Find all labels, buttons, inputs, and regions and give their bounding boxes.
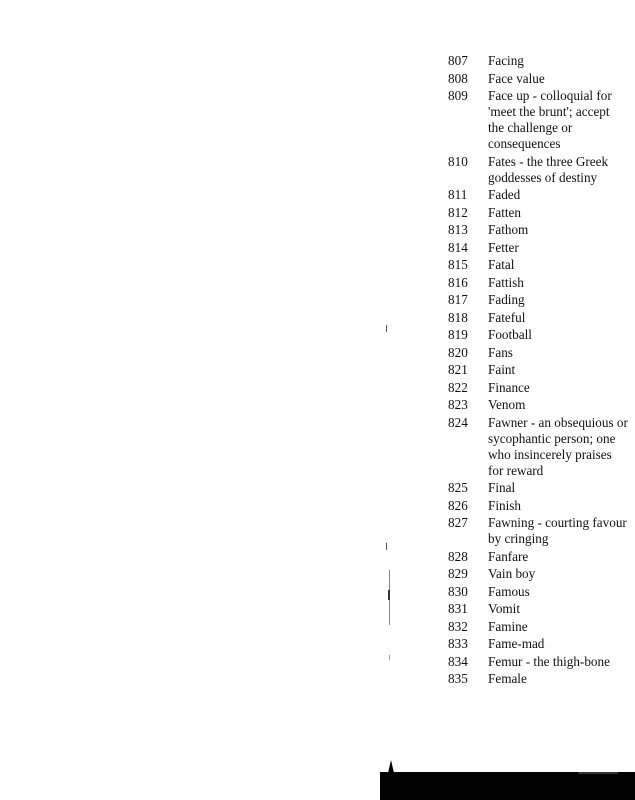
entry-number: 816 <box>448 274 468 290</box>
entry-term: Famine <box>488 618 528 634</box>
entry-term: Female <box>488 671 527 686</box>
list-item <box>448 480 628 496</box>
entry-number: 818 <box>448 309 468 325</box>
entry-term: Fattish <box>488 274 524 290</box>
list-item <box>448 53 628 69</box>
list-item <box>448 345 628 361</box>
entry-number: 835 <box>448 671 468 686</box>
list-item <box>448 71 628 87</box>
entry-number: 811 <box>448 187 468 202</box>
entry-term: Venom <box>488 397 526 412</box>
entry-term: Fetter <box>488 239 519 255</box>
list-item <box>448 222 628 238</box>
entry-term: Finish <box>488 497 521 513</box>
list-item <box>448 584 628 600</box>
entry-term: Fatten <box>488 204 521 220</box>
entry-term: Vomit <box>488 601 521 616</box>
list-item <box>448 310 628 326</box>
scan-edge-highlight <box>578 772 618 774</box>
scan-artifact-tick <box>389 655 390 660</box>
entry-term: Facing <box>488 53 524 68</box>
list-item <box>448 362 628 378</box>
entry-term: Fawner - an obsequious or sycophantic person; one who insincerely praises for reward <box>488 414 628 478</box>
entry-term: Face value <box>488 70 545 86</box>
entry-number: 815 <box>448 257 468 272</box>
entry-term: Fading <box>488 292 525 307</box>
entry-term: Fathom <box>488 222 529 237</box>
entry-term: Vain boy <box>488 566 536 581</box>
entry-number: 831 <box>448 601 468 616</box>
entry-number: 829 <box>448 566 468 581</box>
entry-number: 813 <box>448 222 468 237</box>
scan-artifact-tick <box>386 325 387 332</box>
list-item <box>448 397 628 413</box>
entry-term: Femur - the thigh-bone <box>488 653 610 669</box>
entry-term: Face up - colloquial for 'meet the brunt'; accept the challenge or consequences <box>488 88 612 151</box>
entry-number: 820 <box>448 344 468 360</box>
list-item <box>448 515 628 547</box>
entry-term: Fanfare <box>488 548 529 564</box>
entry-term: Final <box>488 480 516 495</box>
list-item <box>448 619 628 635</box>
list-item <box>448 566 628 582</box>
entry-term: Finance <box>488 379 530 395</box>
entry-number: 808 <box>448 70 468 86</box>
list-item <box>448 380 628 396</box>
list-item <box>448 549 628 565</box>
entry-number: 832 <box>448 618 468 634</box>
entry-number: 824 <box>448 414 468 430</box>
list-item <box>448 292 628 308</box>
list-item <box>448 88 628 152</box>
entry-number: 819 <box>448 327 468 342</box>
entry-term: Fans <box>488 344 513 360</box>
list-item <box>448 498 628 514</box>
entry-number: 809 <box>448 88 468 103</box>
list-item <box>448 601 628 617</box>
scan-artifact-tick <box>386 543 387 550</box>
list-item <box>448 205 628 221</box>
entry-list <box>448 53 628 689</box>
list-item <box>448 327 628 343</box>
entry-number: 807 <box>448 53 468 68</box>
entry-term: Football <box>488 327 532 342</box>
entry-term: Faded <box>488 187 521 202</box>
scan-artifact-tick <box>388 590 390 600</box>
list-item <box>448 636 628 652</box>
entry-term: Faint <box>488 362 516 377</box>
entry-number: 825 <box>448 480 468 495</box>
entry-term: Fateful <box>488 309 526 325</box>
entry-number: 812 <box>448 204 468 220</box>
entry-number: 834 <box>448 653 468 669</box>
list-item <box>448 154 628 186</box>
entry-number: 827 <box>448 515 468 530</box>
entry-number: 823 <box>448 397 468 412</box>
list-item <box>448 415 628 479</box>
list-item <box>448 671 628 687</box>
entry-number: 828 <box>448 548 468 564</box>
entry-number: 810 <box>448 153 468 169</box>
entry-term: Fame-mad <box>488 636 545 651</box>
entry-number: 822 <box>448 379 468 395</box>
list-item <box>448 275 628 291</box>
entry-term: Fawning - courting favour by cringing <box>488 515 627 546</box>
entry-term: Fates - the three Greek goddesses of destiny <box>488 153 609 185</box>
entry-number: 817 <box>448 292 468 307</box>
entry-number: 833 <box>448 636 468 651</box>
entry-term: Fatal <box>488 257 515 272</box>
list-item <box>448 257 628 273</box>
list-item <box>448 240 628 256</box>
entry-number: 821 <box>448 362 468 377</box>
list-item <box>448 654 628 670</box>
entry-number: 826 <box>448 497 468 513</box>
scan-edge-shadow <box>380 772 635 800</box>
entry-number: 830 <box>448 583 468 599</box>
entry-number: 814 <box>448 239 468 255</box>
list-item <box>448 187 628 203</box>
entry-term: Famous <box>488 583 530 599</box>
